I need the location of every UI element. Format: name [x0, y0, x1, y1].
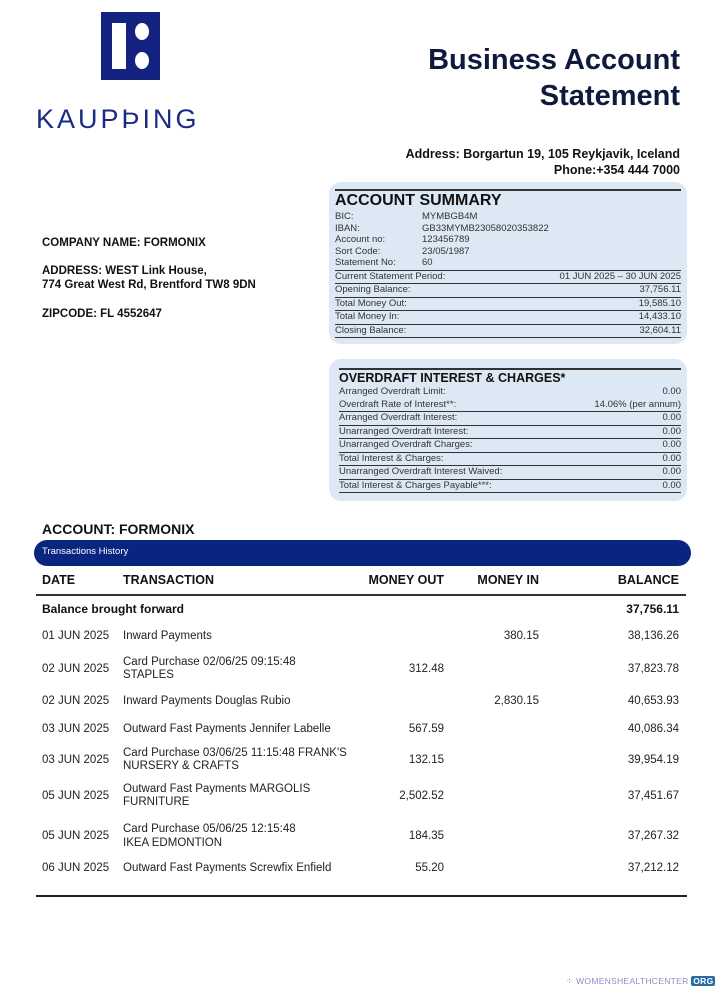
company-zipcode: ZIPCODE: FL 4552647: [42, 308, 162, 320]
table-footer-divider: [36, 895, 687, 897]
detail-statement-no: Statement No: 60: [335, 257, 433, 268]
summary-row-closing: Closing Balance: 32,604.11: [335, 324, 681, 339]
company-name: COMPANY NAME: FORMONIX: [42, 237, 206, 249]
watermark-dots-icon: ⁘: [566, 976, 577, 986]
bank-address: Address: Borgartun 19, 105 Reykjavik, Iceland: [405, 147, 680, 161]
overdraft-row-arranged-interest: Arranged Overdraft Interest: 0.00: [339, 412, 681, 423]
overdraft-row-waived: Unarranged Overdraft Interest Waived: 0.00: [339, 466, 681, 477]
overdraft-row-limit: Arranged Overdraft Limit: 0.00: [339, 386, 681, 397]
column-header-date: DATE: [42, 573, 76, 587]
summary-row-money-out: Total Money Out: 19,585.10: [335, 297, 681, 309]
account-summary-heading: ACCOUNT SUMMARY: [335, 189, 681, 210]
brought-forward-balance: 37,756.11: [626, 602, 679, 616]
detail-account-no: Account no: 123456789: [335, 234, 470, 245]
transactions-history-label: Transactions History: [42, 546, 129, 557]
brought-forward-label: Balance brought forward: [42, 602, 185, 616]
summary-row-money-in: Total Money In: 14,433.10: [335, 311, 681, 322]
summary-row-period: Current Statement Period: 01 JUN 2025 – 30 JUN 2025: [335, 270, 681, 282]
logo-dot-bottom: [135, 52, 149, 69]
bank-logo-mark: [101, 12, 160, 80]
bank-logo-wordmark: KAUPÞING: [36, 104, 200, 134]
detail-bic: BIC: MYMBGB4M: [335, 211, 478, 222]
column-header-balance: BALANCE: [617, 573, 679, 587]
address-line-2: 774 Great West Rd, Brentford TW8 9DN: [42, 279, 256, 291]
bank-contact: [406, 146, 680, 178]
overdraft-row-unarranged-charges: Unarranged Overdraft Charges: 0.00: [339, 439, 681, 450]
company-address: [42, 264, 256, 292]
overdraft-row-total-charges: Total Interest & Charges: 0.00: [339, 452, 681, 464]
title-line-1: Business Account: [428, 44, 680, 76]
column-header-transaction: TRANSACTION: [123, 573, 214, 587]
overdraft-box: [329, 359, 687, 501]
detail-sort-code: Sort Code: 23/05/1987: [335, 245, 470, 257]
watermark: ⁘ WOMENSHEALTHCENTER ORG: [566, 976, 714, 986]
overdraft-row-unarranged-interest: Unarranged Overdraft Interest: 0.00: [339, 425, 681, 437]
title-line-2: Statement: [539, 80, 680, 112]
transactions-history-band: [34, 540, 691, 566]
logo-bar-shape: [112, 23, 126, 69]
overdraft-row-rate: Overdraft Rate of Interest**: 14.06% (per annum): [339, 398, 681, 410]
account-title: ACCOUNT: FORMONIX: [42, 521, 195, 537]
summary-row-opening: Opening Balance: 37,756.11: [335, 284, 681, 295]
page-title: [428, 42, 680, 114]
overdraft-heading: OVERDRAFT INTEREST & CHARGES*: [339, 368, 681, 386]
column-header-money-out: MONEY OUT: [368, 573, 444, 587]
logo-dot-top: [135, 23, 149, 40]
header-divider: [36, 594, 686, 596]
column-header-money-in: MONEY IN: [477, 573, 539, 587]
address-line-1: ADDRESS: WEST Link House,: [42, 265, 207, 277]
detail-iban: IBAN: GB33MYMB23058020353822: [335, 222, 549, 234]
account-summary-box: [329, 182, 687, 344]
bank-phone: Phone:+354 444 7000: [553, 163, 680, 177]
overdraft-row-payable: Total Interest & Charges Payable***: 0.00: [339, 479, 681, 494]
